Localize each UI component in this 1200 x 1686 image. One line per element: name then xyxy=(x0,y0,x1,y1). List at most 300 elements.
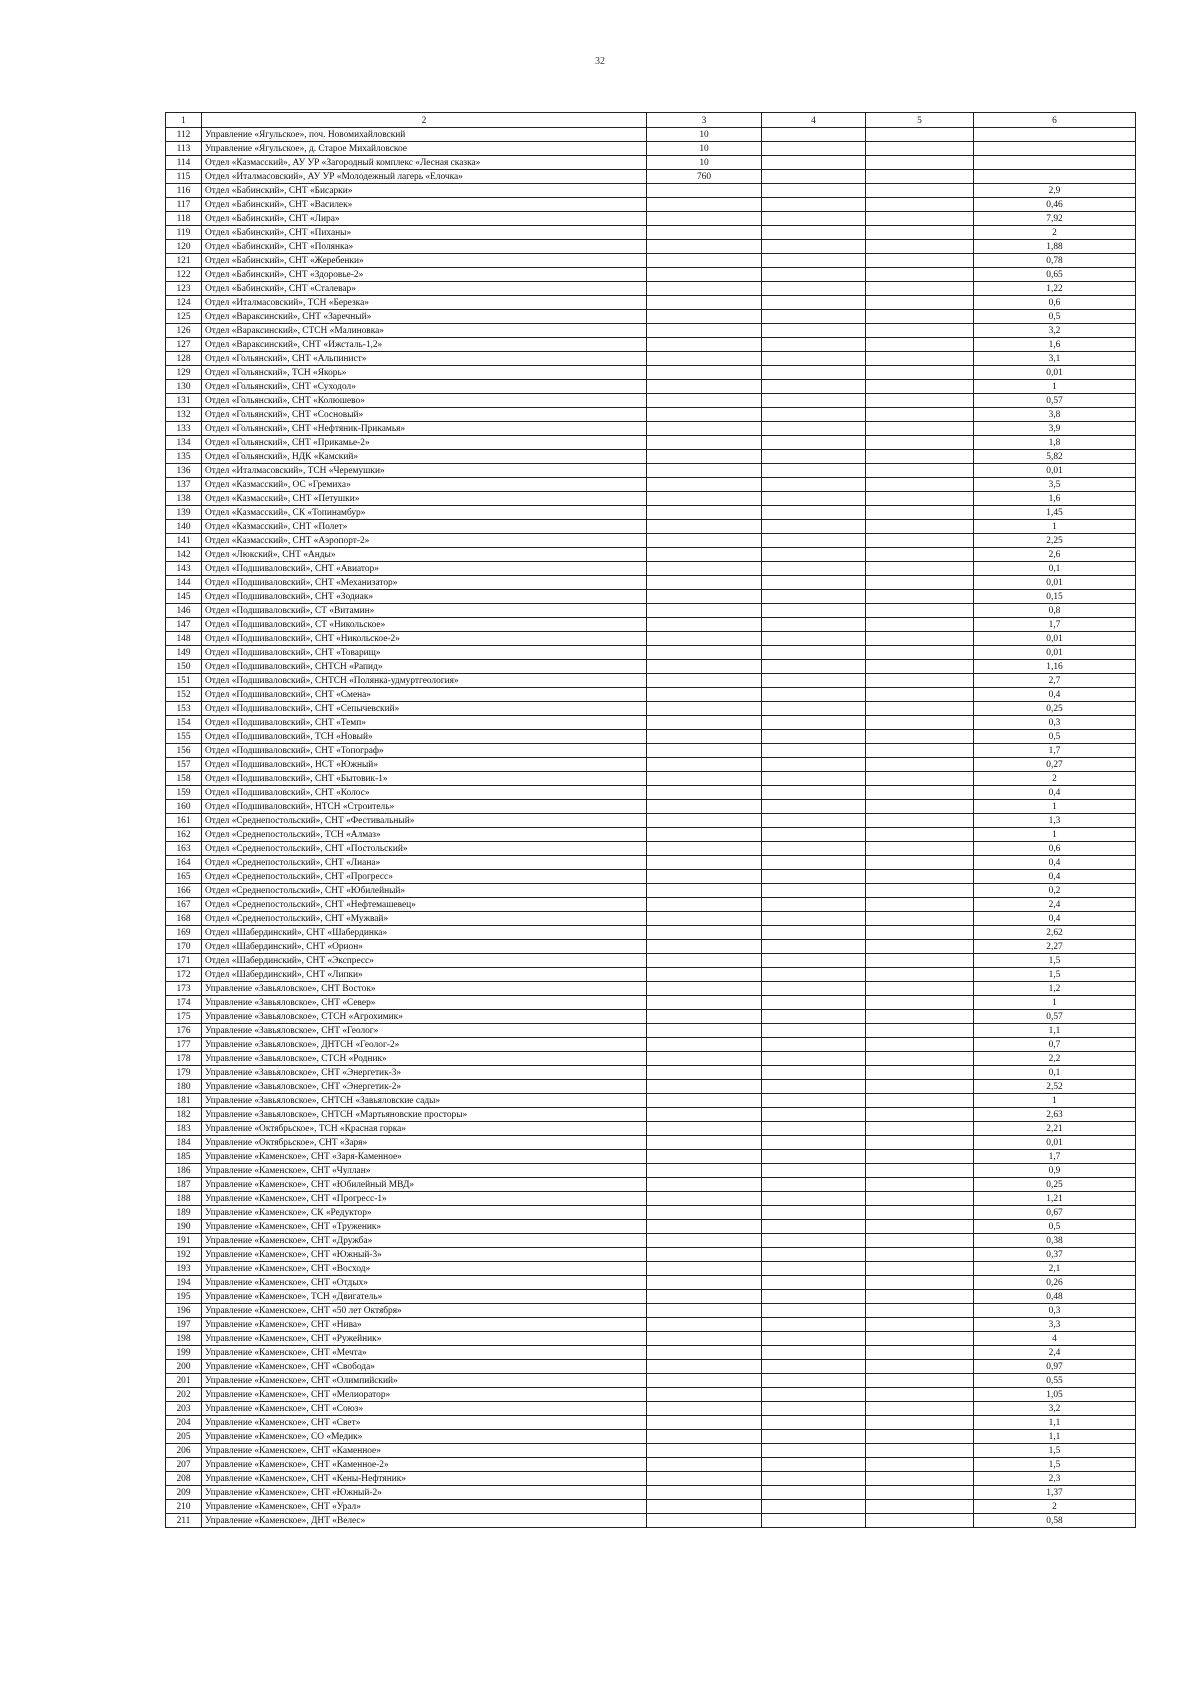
table-row xyxy=(166,576,1136,590)
table-cell xyxy=(647,1136,762,1150)
table-cell: Управление «Завьяловское», СНТ «Геолог» xyxy=(202,1024,647,1038)
table-cell: Управление «Завьяловское», СТСН «Родник» xyxy=(202,1052,647,1066)
table-cell xyxy=(762,660,866,674)
table-row xyxy=(166,520,1136,534)
table-row xyxy=(166,422,1136,436)
table-cell: 207 xyxy=(166,1458,202,1472)
table-cell xyxy=(762,1094,866,1108)
table-cell: 187 xyxy=(166,1178,202,1192)
table-cell xyxy=(762,1332,866,1346)
table-cell: Отдел «Гольянский», СНТ «Сосновый» xyxy=(202,408,647,422)
table-cell: Отдел «Среднепостольский», СНТ «Прогресс» xyxy=(202,870,647,884)
table-row xyxy=(166,758,1136,772)
table-cell: 150 xyxy=(166,660,202,674)
table-cell: 3,3 xyxy=(974,1318,1136,1332)
table-cell xyxy=(866,562,974,576)
table-cell: Отдел «Среднепостольский», СНТ «Фестивальный» xyxy=(202,814,647,828)
table-cell: Управление «Каменское», СНТ «Юбилейный МВД» xyxy=(202,1178,647,1192)
table-cell xyxy=(647,184,762,198)
table-row xyxy=(166,492,1136,506)
table-cell: 0,6 xyxy=(974,296,1136,310)
table-cell xyxy=(762,1416,866,1430)
table-cell xyxy=(866,646,974,660)
table-cell xyxy=(762,1080,866,1094)
table-cell xyxy=(762,800,866,814)
table-cell: 115 xyxy=(166,170,202,184)
table-cell: Управление «Каменское», СНТ «Чуллан» xyxy=(202,1164,647,1178)
table-cell: 155 xyxy=(166,730,202,744)
table-cell: 151 xyxy=(166,674,202,688)
table-cell xyxy=(647,884,762,898)
table-cell xyxy=(762,1402,866,1416)
table-cell xyxy=(762,184,866,198)
table-cell xyxy=(762,450,866,464)
table-row xyxy=(166,380,1136,394)
table-cell: 169 xyxy=(166,926,202,940)
table-cell xyxy=(647,478,762,492)
table-cell: Управление «Завьяловское», СНТСН «Мартьяновские просторы» xyxy=(202,1108,647,1122)
header-cell: 4 xyxy=(762,113,866,128)
table-row xyxy=(166,562,1136,576)
table-cell xyxy=(762,1346,866,1360)
table-cell: 158 xyxy=(166,772,202,786)
table-cell xyxy=(866,1276,974,1290)
table-cell: 0,4 xyxy=(974,912,1136,926)
table-row xyxy=(166,772,1136,786)
table-cell: 4 xyxy=(974,1332,1136,1346)
table-cell: Отдел «Бабинский», СНТ «Жеребенки» xyxy=(202,254,647,268)
table-header-row xyxy=(166,113,1136,128)
table-cell xyxy=(762,366,866,380)
table-cell xyxy=(866,870,974,884)
table-cell: 0,01 xyxy=(974,366,1136,380)
table-cell xyxy=(866,142,974,156)
table-cell xyxy=(866,212,974,226)
table-cell: 0,01 xyxy=(974,646,1136,660)
table-cell xyxy=(866,1318,974,1332)
table-cell xyxy=(866,1444,974,1458)
table-cell: Управление «Завьяловское», СНТ Восток» xyxy=(202,982,647,996)
table-cell xyxy=(762,142,866,156)
table-cell xyxy=(647,758,762,772)
table-cell: Управление «Октябрьское», ТСН «Красная горка» xyxy=(202,1122,647,1136)
table-cell: 1,16 xyxy=(974,660,1136,674)
table-cell xyxy=(762,716,866,730)
table-cell: 2,7 xyxy=(974,674,1136,688)
table-cell xyxy=(647,1178,762,1192)
table-cell xyxy=(866,1052,974,1066)
table-cell: Управление «Каменское», СО «Медик» xyxy=(202,1430,647,1444)
table-cell xyxy=(866,296,974,310)
table-cell: 2,2 xyxy=(974,1052,1136,1066)
table-cell: 1,7 xyxy=(974,744,1136,758)
table-cell: 1,1 xyxy=(974,1430,1136,1444)
table-cell xyxy=(647,576,762,590)
table-cell: 3,5 xyxy=(974,478,1136,492)
table-cell xyxy=(974,142,1136,156)
table-cell: 113 xyxy=(166,142,202,156)
table-cell xyxy=(762,1360,866,1374)
table-cell: 2,62 xyxy=(974,926,1136,940)
table-cell xyxy=(647,520,762,534)
table-cell xyxy=(866,394,974,408)
table-cell: Управление «Каменское», СНТ «Южный-3» xyxy=(202,1248,647,1262)
table-cell xyxy=(762,1276,866,1290)
table-row xyxy=(166,1332,1136,1346)
table-cell xyxy=(762,1136,866,1150)
table-cell: 143 xyxy=(166,562,202,576)
table-cell xyxy=(647,926,762,940)
table-cell: Отдел «Вараксинский», СНТ «Заречный» xyxy=(202,310,647,324)
table-cell xyxy=(762,1514,866,1528)
table-cell: 1 xyxy=(974,1094,1136,1108)
table-cell xyxy=(866,912,974,926)
table-cell xyxy=(762,408,866,422)
table-row xyxy=(166,128,1136,142)
table-row xyxy=(166,296,1136,310)
table-cell xyxy=(762,926,866,940)
table-cell xyxy=(866,1122,974,1136)
table-cell: Отдел «Гольянский», ТСН «Якорь» xyxy=(202,366,647,380)
table-cell: 0,5 xyxy=(974,730,1136,744)
table-cell: 0,57 xyxy=(974,394,1136,408)
table-cell xyxy=(647,534,762,548)
table-cell xyxy=(647,814,762,828)
table-cell: Управление «Каменское», СНТ «Мечта» xyxy=(202,1346,647,1360)
header-cell: 5 xyxy=(866,113,974,128)
table-cell xyxy=(866,898,974,912)
table-cell xyxy=(866,1248,974,1262)
table-cell: Управление «Каменское», СНТ «50 лет Октября» xyxy=(202,1304,647,1318)
table-cell: 0,25 xyxy=(974,1178,1136,1192)
table-cell xyxy=(762,268,866,282)
table-row xyxy=(166,310,1136,324)
table-cell: 0,5 xyxy=(974,1220,1136,1234)
table-cell xyxy=(762,968,866,982)
table-cell: Отдел «Подшиваловский», СНТ «Колос» xyxy=(202,786,647,800)
table-row xyxy=(166,954,1136,968)
table-cell xyxy=(866,1178,974,1192)
table-cell xyxy=(866,1108,974,1122)
table-cell xyxy=(762,898,866,912)
table-row xyxy=(166,660,1136,674)
table-cell xyxy=(762,576,866,590)
table-cell: Управление «Каменское», СНТ «Свобода» xyxy=(202,1360,647,1374)
table-row xyxy=(166,1500,1136,1514)
table-row xyxy=(166,646,1136,660)
table-row xyxy=(166,1514,1136,1528)
table-cell: 0,5 xyxy=(974,310,1136,324)
table-cell: 114 xyxy=(166,156,202,170)
table-row xyxy=(166,968,1136,982)
table-row xyxy=(166,1290,1136,1304)
table-cell xyxy=(866,758,974,772)
table-cell: 182 xyxy=(166,1108,202,1122)
table-cell: 202 xyxy=(166,1388,202,1402)
table-cell xyxy=(762,198,866,212)
table-cell xyxy=(866,1094,974,1108)
table-cell: 1 xyxy=(974,996,1136,1010)
table-cell: 130 xyxy=(166,380,202,394)
table-cell: Отдел «Подшиваловский», СНТ «Смена» xyxy=(202,688,647,702)
table-cell: 200 xyxy=(166,1360,202,1374)
table-row xyxy=(166,1276,1136,1290)
table-cell: Отдел «Шабердинский», СНТ «Экспресс» xyxy=(202,954,647,968)
table-cell: 211 xyxy=(166,1514,202,1528)
table-cell: Отдел «Казмасский», СК «Топинамбур» xyxy=(202,506,647,520)
table-cell xyxy=(762,814,866,828)
table-cell xyxy=(762,282,866,296)
table-cell: Отдел «Бабинский», СНТ «Пиханы» xyxy=(202,226,647,240)
table-cell xyxy=(647,1388,762,1402)
table-cell: Управление «Каменское», СК «Редуктор» xyxy=(202,1206,647,1220)
table-cell: 760 xyxy=(647,170,762,184)
table-cell xyxy=(866,170,974,184)
table-row xyxy=(166,1066,1136,1080)
table-row xyxy=(166,1248,1136,1262)
table-cell xyxy=(866,1332,974,1346)
table-cell xyxy=(762,1458,866,1472)
table-cell xyxy=(866,1514,974,1528)
table-cell: Отдел «Подшиваловский», СНТСН «Рапид» xyxy=(202,660,647,674)
table-row xyxy=(166,198,1136,212)
table-cell xyxy=(866,786,974,800)
table-cell xyxy=(647,968,762,982)
table-row xyxy=(166,1024,1136,1038)
table-cell: 1,7 xyxy=(974,1150,1136,1164)
table-row xyxy=(166,352,1136,366)
table-cell: 164 xyxy=(166,856,202,870)
table-cell xyxy=(647,1318,762,1332)
table-cell: 156 xyxy=(166,744,202,758)
table-cell: 208 xyxy=(166,1472,202,1486)
table-row xyxy=(166,366,1136,380)
table-row xyxy=(166,828,1136,842)
table-cell: Отдел «Бабинский», СНТ «Здоровье-2» xyxy=(202,268,647,282)
table-cell: Управление «Завьяловское», СНТ «Север» xyxy=(202,996,647,1010)
table-cell xyxy=(647,1010,762,1024)
table-cell xyxy=(647,1262,762,1276)
table-cell xyxy=(762,1290,866,1304)
table-cell: 134 xyxy=(166,436,202,450)
table-cell: 185 xyxy=(166,1150,202,1164)
table-cell xyxy=(866,1388,974,1402)
table-cell xyxy=(762,1262,866,1276)
table-cell xyxy=(647,450,762,464)
table-cell: 198 xyxy=(166,1332,202,1346)
table-cell: 0,01 xyxy=(974,632,1136,646)
table-cell xyxy=(647,1332,762,1346)
table-cell: Отдел «Подшиваловский», СТ «Витамин» xyxy=(202,604,647,618)
table-cell: Отдел «Бабинский», СНТ «Василек» xyxy=(202,198,647,212)
table-cell xyxy=(866,940,974,954)
table-cell: 206 xyxy=(166,1444,202,1458)
table-cell: Управление «Ягульское», поч. Новомихайловский xyxy=(202,128,647,142)
table-cell xyxy=(647,898,762,912)
table-cell xyxy=(762,1164,866,1178)
table-cell xyxy=(866,450,974,464)
table-cell xyxy=(762,534,866,548)
table-cell: 165 xyxy=(166,870,202,884)
table-cell xyxy=(762,562,866,576)
table-cell xyxy=(647,688,762,702)
table-cell xyxy=(866,254,974,268)
table-cell xyxy=(762,436,866,450)
table-cell: 0,01 xyxy=(974,464,1136,478)
table-cell xyxy=(647,1346,762,1360)
table-row xyxy=(166,1304,1136,1318)
table-row xyxy=(166,884,1136,898)
table-cell xyxy=(762,842,866,856)
table-cell xyxy=(762,1178,866,1192)
table-cell xyxy=(647,394,762,408)
table-cell xyxy=(647,1150,762,1164)
table-row xyxy=(166,856,1136,870)
table-cell xyxy=(866,506,974,520)
table-cell: Отдел «Среднепостольский», СНТ «Постольский» xyxy=(202,842,647,856)
table-cell xyxy=(647,1038,762,1052)
table-cell: 146 xyxy=(166,604,202,618)
table-cell: Отдел «Бабинский», СНТ «Сталевар» xyxy=(202,282,647,296)
table-cell: 1,05 xyxy=(974,1388,1136,1402)
table-cell xyxy=(866,772,974,786)
table-cell: 0,2 xyxy=(974,884,1136,898)
table-cell: 0,25 xyxy=(974,702,1136,716)
table-cell: Отдел «Казмасский», ОС «Гремиха» xyxy=(202,478,647,492)
table-cell xyxy=(866,1458,974,1472)
table-cell xyxy=(762,520,866,534)
table-cell: Отдел «Шабердинский», СНТ «Орион» xyxy=(202,940,647,954)
table-cell: Управление «Завьяловское», СНТ «Энергетик-3» xyxy=(202,1066,647,1080)
table-row xyxy=(166,1122,1136,1136)
table-cell: 0,8 xyxy=(974,604,1136,618)
table-cell: 121 xyxy=(166,254,202,268)
table-cell: Отдел «Вараксинский», СТСН «Малиновка» xyxy=(202,324,647,338)
table-cell xyxy=(647,464,762,478)
table-cell xyxy=(762,1122,866,1136)
table-cell xyxy=(647,660,762,674)
table-cell xyxy=(762,604,866,618)
table-cell: 192 xyxy=(166,1248,202,1262)
table-cell xyxy=(762,870,866,884)
table-row xyxy=(166,450,1136,464)
table-row xyxy=(166,912,1136,926)
table-cell xyxy=(974,156,1136,170)
table-cell xyxy=(647,1416,762,1430)
table-row xyxy=(166,604,1136,618)
table-cell: 117 xyxy=(166,198,202,212)
table-cell: 144 xyxy=(166,576,202,590)
table-cell xyxy=(866,590,974,604)
table-cell xyxy=(762,1010,866,1024)
table-cell: Управление «Завьяловское», СНТ «Энергетик-2» xyxy=(202,1080,647,1094)
table-row xyxy=(166,870,1136,884)
table-cell: 0,1 xyxy=(974,1066,1136,1080)
table-cell: 1,5 xyxy=(974,1444,1136,1458)
table-cell: Управление «Каменское», СНТ «Кены-Нефтяник» xyxy=(202,1472,647,1486)
table-cell: 1,1 xyxy=(974,1416,1136,1430)
table-cell xyxy=(866,520,974,534)
table-cell xyxy=(866,478,974,492)
table-cell: 189 xyxy=(166,1206,202,1220)
table-cell xyxy=(762,254,866,268)
table-cell xyxy=(647,436,762,450)
table-cell xyxy=(866,1010,974,1024)
table-cell: 166 xyxy=(166,884,202,898)
table-cell xyxy=(762,912,866,926)
table-row xyxy=(166,786,1136,800)
table-cell: 3,2 xyxy=(974,324,1136,338)
table-cell: 3,9 xyxy=(974,422,1136,436)
table-row xyxy=(166,1458,1136,1472)
table-cell xyxy=(866,198,974,212)
table-cell: 136 xyxy=(166,464,202,478)
table-cell xyxy=(866,422,974,436)
table-cell xyxy=(762,1248,866,1262)
table-row xyxy=(166,408,1136,422)
table-cell: 138 xyxy=(166,492,202,506)
table-cell: 0,1 xyxy=(974,562,1136,576)
table-cell xyxy=(647,940,762,954)
table-row xyxy=(166,184,1136,198)
table-cell xyxy=(647,1234,762,1248)
table-row xyxy=(166,338,1136,352)
table-cell: 0,4 xyxy=(974,856,1136,870)
table-cell: 152 xyxy=(166,688,202,702)
table-cell xyxy=(647,352,762,366)
table-cell xyxy=(647,856,762,870)
table-cell: 1,2 xyxy=(974,982,1136,996)
table-cell xyxy=(647,730,762,744)
table-cell xyxy=(647,702,762,716)
table-cell: 179 xyxy=(166,1066,202,1080)
table-row xyxy=(166,1402,1136,1416)
table-cell xyxy=(866,1024,974,1038)
table-cell xyxy=(762,156,866,170)
table-cell: 1 xyxy=(974,800,1136,814)
table-cell xyxy=(647,1220,762,1234)
table-cell xyxy=(762,296,866,310)
table-cell xyxy=(866,800,974,814)
table-cell: Отдел «Подшиваловский», ТСН «Новый» xyxy=(202,730,647,744)
table-cell: 0,55 xyxy=(974,1374,1136,1388)
table-row xyxy=(166,632,1136,646)
table-cell: 181 xyxy=(166,1094,202,1108)
table-cell: Управление «Завьяловское», СТСН «Агрохимик» xyxy=(202,1010,647,1024)
table-cell xyxy=(866,338,974,352)
table-cell: 2,3 xyxy=(974,1472,1136,1486)
table-cell: Отдел «Подшиваловский», СНТ «Авиатор» xyxy=(202,562,647,576)
table-row xyxy=(166,156,1136,170)
table-cell: Управление «Каменское», СНТ «Союз» xyxy=(202,1402,647,1416)
table-cell: Отдел «Казмасский», СНТ «Петушки» xyxy=(202,492,647,506)
table-cell xyxy=(866,1416,974,1430)
table-cell xyxy=(762,1192,866,1206)
table-cell: Управление «Каменское», СНТ «Ружейник» xyxy=(202,1332,647,1346)
table-cell: Управление «Каменское», СНТ «Прогресс-1» xyxy=(202,1192,647,1206)
table-row xyxy=(166,170,1136,184)
table-cell: 116 xyxy=(166,184,202,198)
table-row xyxy=(166,996,1136,1010)
table-row xyxy=(166,1052,1136,1066)
table-cell: 132 xyxy=(166,408,202,422)
table-cell: Отдел «Казмасский», СНТ «Аэропорт-2» xyxy=(202,534,647,548)
table-cell xyxy=(866,576,974,590)
table-cell: Отдел «Гольянский», СНТ «Прикамье-2» xyxy=(202,436,647,450)
table-cell: 7,92 xyxy=(974,212,1136,226)
table-cell xyxy=(647,772,762,786)
table-row xyxy=(166,1318,1136,1332)
